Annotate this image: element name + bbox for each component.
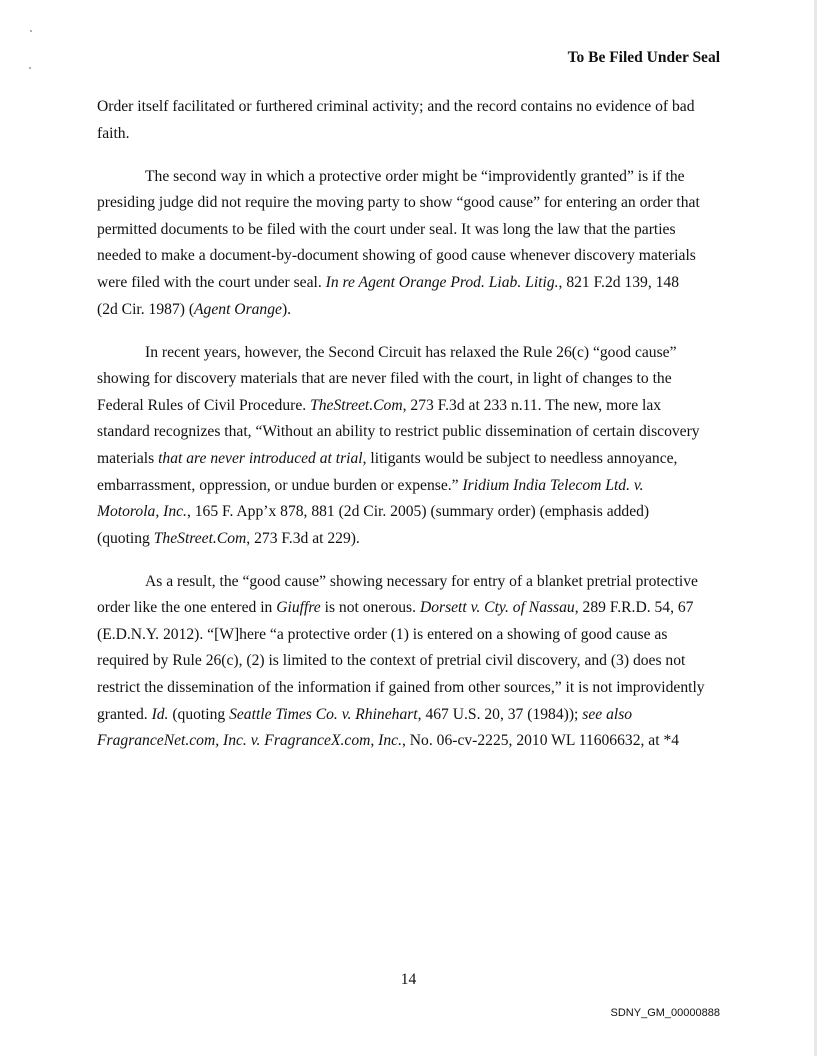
body-line: permitted documents to be filed with the court under seal. It was long the law that the parties (97, 220, 676, 238)
body-line: Order itself facilitated or furthered criminal activity; and the record contains no evidence of bad (97, 98, 695, 115)
bates-number: SDNY_GM_00000888 (610, 1007, 720, 1019)
body-line: presiding judge did not require the moving party to show “good cause” for entering an order that (97, 194, 700, 212)
scan-speck (30, 30, 32, 32)
body-line: standard recognizes that, “Without an ability to restrict public dissemination of certain discovery (97, 423, 700, 441)
case-citation: Seattle Times Co. v. Rhinehart (229, 705, 418, 723)
body-line: In recent years, however, the Second Circuit has relaxed the Rule 26(c) “good cause” (145, 343, 677, 361)
case-citation: In re Agent Orange Prod. Liab. Litig. (325, 273, 559, 291)
case-citation: FragranceNet.com, Inc. v. FragranceX.com, Inc. (97, 732, 402, 750)
body-line: Federal Rules of Civil Procedure. TheStreet.Com, 273 F.3d at 233 n.11. The new, more lax (97, 396, 662, 414)
body-line: faith. (97, 124, 130, 142)
case-citation: Motorola, Inc. (97, 503, 187, 521)
case-citation: Dorsett v. Cty. of Nassau (419, 599, 575, 617)
body-line: FragranceNet.com, Inc. v. FragranceX.com, Inc., No. 06-cv-2225, 2010 WL 11606632, at *4 (97, 732, 680, 750)
body-line: showing for discovery materials that are never filed with the court, in light of changes to the (97, 370, 672, 388)
body-line: were filed with the court under seal. In re Agent Orange Prod. Liab. Litig., 821 F.2d 139, 148 (97, 273, 680, 291)
body-line: (E.D.N.Y. 2012). “[W]here “a protective order (1) is entered on a showing of good cause as (97, 625, 668, 643)
case-citation: TheStreet.Com (310, 396, 403, 414)
seal-header: To Be Filed Under Seal (567, 49, 720, 66)
body-line: As a result, the “good cause” showing necessary for entry of a blanket pretrial protective (145, 572, 698, 590)
case-citation: Giuffre (276, 599, 321, 617)
body-line: granted. Id. (quoting Seattle Times Co. v. Rhinehart, 467 U.S. 20, 37 (1984)); see also (97, 705, 633, 723)
body-line: (quoting TheStreet.Com, 273 F.3d at 229). (97, 529, 360, 547)
body-line: materials that are never introduced at trial, litigants would be subject to needless annoyance, (97, 449, 678, 467)
body-line: The second way in which a protective order might be “improvidently granted” is if the (145, 167, 685, 185)
body-line: restrict the dissemination of the information if gained from other sources,” it is not improvidently (97, 679, 705, 697)
case-citation: Iridium India Telecom Ltd. v. (462, 476, 644, 494)
body-line: required by Rule 26(c), (2) is limited to the context of pretrial civil discovery, and (3) does not (97, 652, 686, 670)
document-body (97, 94, 729, 755)
case-citation: Agent Orange (194, 300, 282, 318)
body-line: (2d Cir. 1987) (Agent Orange). (97, 300, 292, 318)
scan-speck (29, 67, 31, 69)
body-line: embarrassment, oppression, or undue burden or expense.” Iridium India Telecom Ltd. v. (97, 476, 644, 494)
body-line: Motorola, Inc., 165 F. App’x 878, 881 (2d Cir. 2005) (summary order) (emphasis added) (97, 503, 650, 521)
case-citation: TheStreet.Com (153, 529, 247, 547)
emphasis: that are never introduced at trial (158, 449, 363, 467)
case-citation: Id. (151, 705, 169, 723)
body-line: order like the one entered in Giuffre is not onerous. Dorsett v. Cty. of Nassau, 289 F.R.D. 54, 67 (97, 599, 694, 617)
body-line: needed to make a document-by-document showing of good cause whenever discovery materials (97, 247, 696, 265)
signal: see also (582, 705, 633, 723)
page-number: 14 (400, 971, 417, 988)
